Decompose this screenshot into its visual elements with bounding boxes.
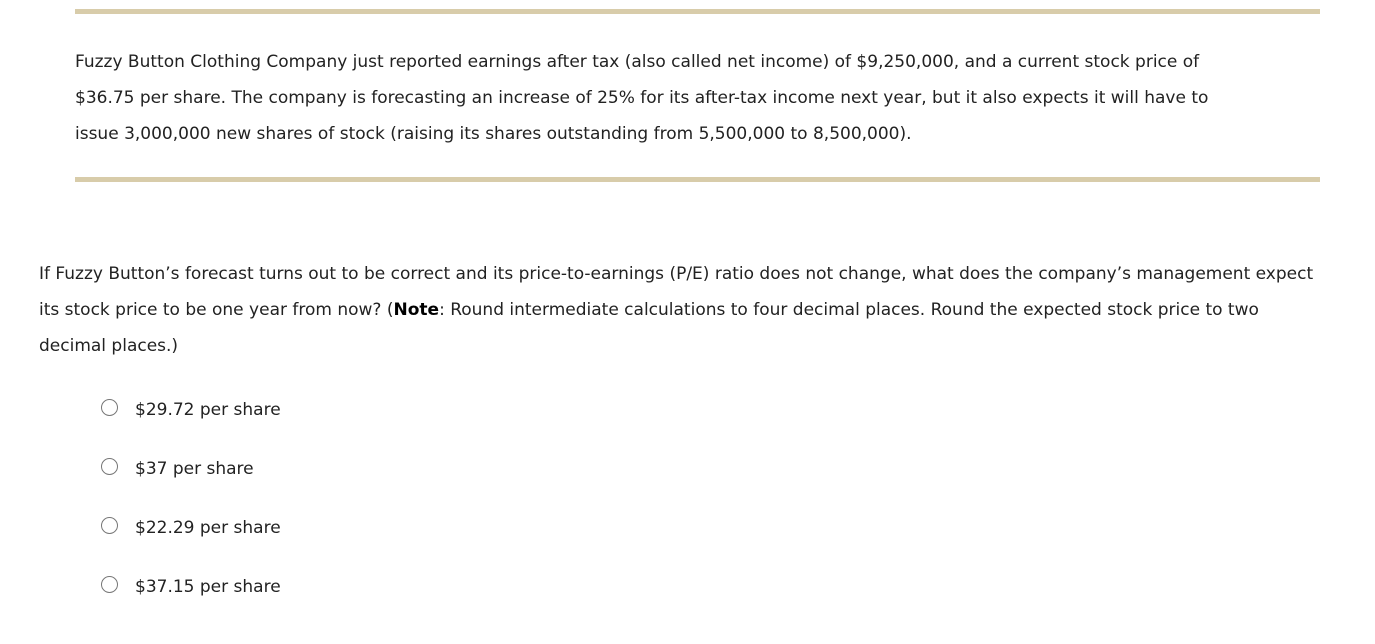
answer-option-3[interactable] [101, 510, 281, 569]
answer-option-1[interactable] [101, 392, 281, 451]
radio-button-icon[interactable] [101, 517, 118, 534]
answer-option-label[interactable]: $22.29 per share [135, 518, 281, 538]
passage-line-2: $36.75 per share. The company is forecasting an increase of 25% for its after-tax income next year, but it also expects it will have to [75, 88, 1209, 108]
answer-option-4[interactable] [101, 569, 281, 628]
answer-option-2[interactable] [101, 451, 281, 510]
radio-button-icon[interactable] [101, 576, 118, 593]
answer-option-label[interactable]: $37.15 per share [135, 577, 281, 597]
bottom-divider [75, 177, 1320, 182]
passage-line-1: Fuzzy Button Clothing Company just reported earnings after tax (also called net income) of $9,250,000, and a current stock price of [75, 52, 1200, 72]
question-line-2 [39, 292, 1375, 328]
radio-button-icon[interactable] [101, 399, 118, 416]
note-label: Note [393, 300, 440, 320]
question-line-2-end: : Round intermediate calculations to four decimal places. Round the expected stock price to two [439, 300, 1259, 320]
question-line-2-start: its stock price to be one year from now? ( [39, 300, 394, 320]
problem-passage [75, 44, 1315, 152]
answer-option-label[interactable]: $37 per share [135, 459, 254, 479]
question-line-3: decimal places.) [39, 336, 179, 356]
top-divider [75, 9, 1320, 14]
answer-option-label[interactable]: $29.72 per share [135, 400, 281, 420]
passage-line-3: issue 3,000,000 new shares of stock (raising its shares outstanding from 5,500,000 to 8,500,000). [75, 124, 912, 144]
question-line-1: If Fuzzy Button’s forecast turns out to be correct and its price-to-earnings (P/E) ratio does not change, what does the company’s management expect [39, 264, 1314, 284]
answer-options [101, 392, 281, 628]
radio-button-icon[interactable] [101, 458, 118, 475]
question-text [39, 256, 1375, 364]
